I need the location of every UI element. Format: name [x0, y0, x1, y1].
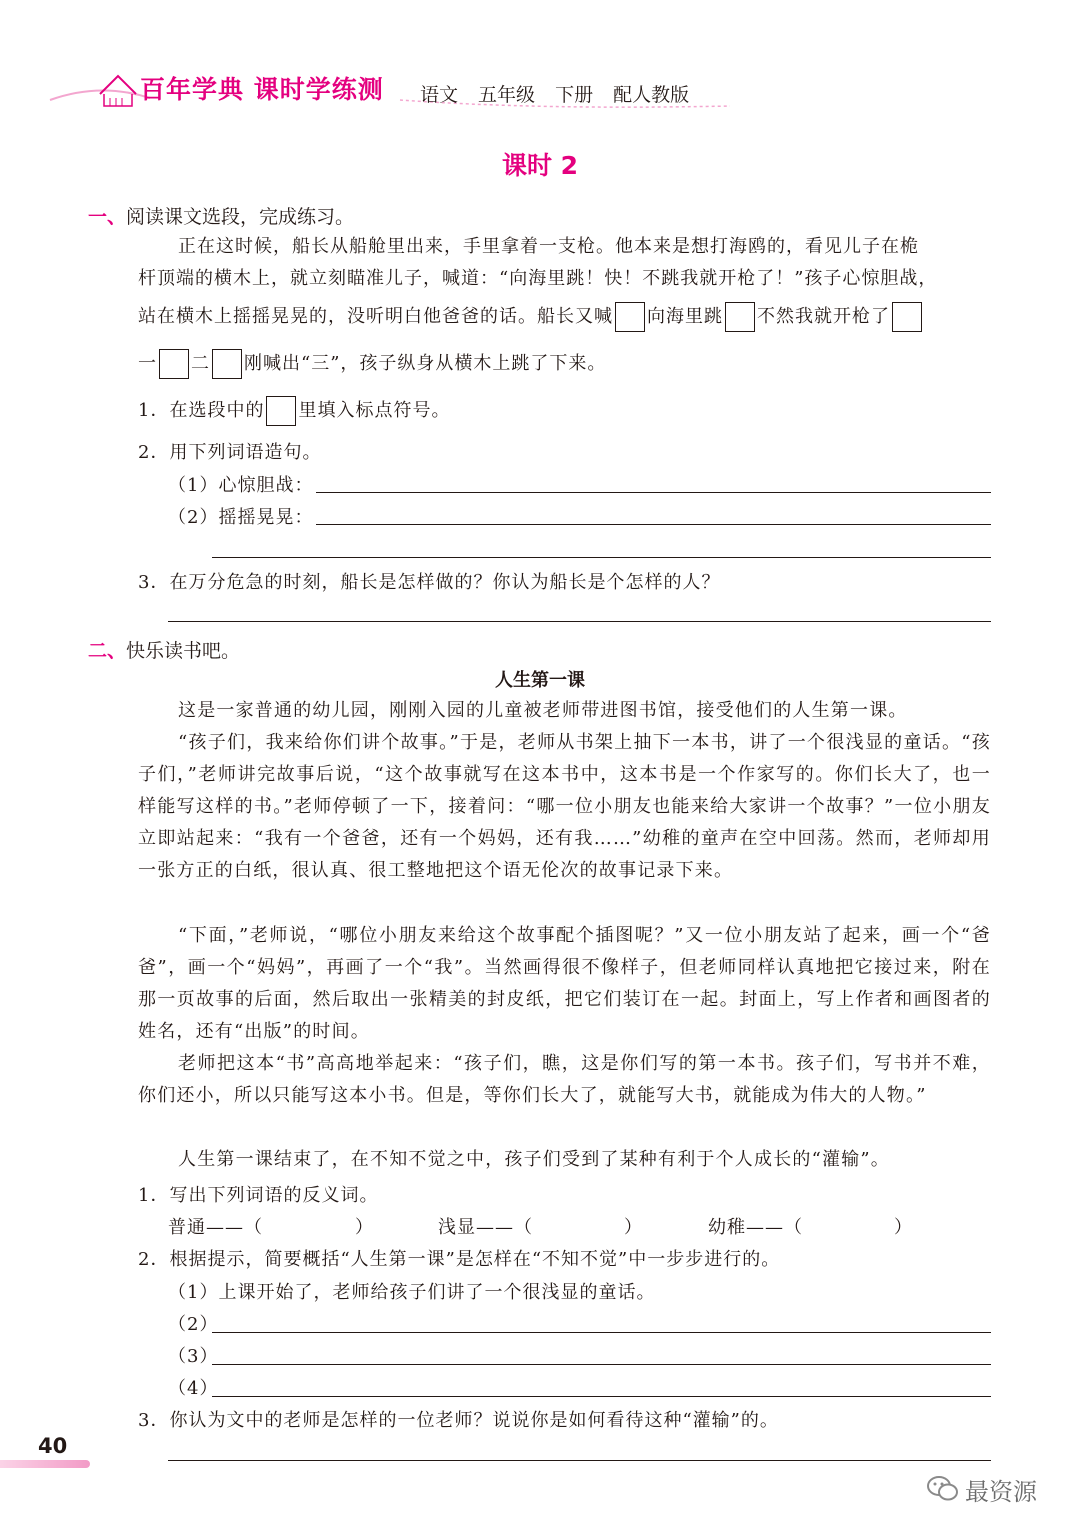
s1-line4-text-a: 一 [138, 353, 157, 374]
wechat-icon [926, 1474, 960, 1504]
s1-line3-text-a: 站在横木上摇摇晃晃的，没听明白他爸爸的话。船长又喊 [138, 306, 613, 327]
header-subtitle: 语文 五年级 下册 配人教版 [420, 84, 690, 106]
s2-q2-item1: （1）上课开始了，老师给孩子们讲了一个很浅显的童话。 [168, 1282, 656, 1303]
antonym-3-close: ） [894, 1217, 913, 1238]
s1-para-line4 [138, 349, 606, 379]
s1-q1-text-b: 里填入标点符号。 [298, 400, 451, 421]
antonym-1-close: ） [355, 1217, 374, 1238]
story-title: 人生第一课 [495, 670, 585, 691]
section2-title: 快乐读书吧。 [126, 640, 241, 662]
section1-number: 一、 [88, 206, 127, 228]
answer-line-q2-1[interactable] [316, 492, 991, 493]
s1-q1-text-a: 1．在选段中的 [138, 400, 265, 421]
section2-heading [88, 636, 240, 663]
s2-q2-item4-label: （4） [168, 1378, 219, 1399]
s1-line4-text-c: 刚喊出“三”，孩子纵身从横木上跳了下来。 [244, 353, 607, 374]
s2-q2-item3-label: （3） [168, 1346, 219, 1367]
answer-line-s2-q2-4[interactable] [212, 1396, 991, 1397]
punct-blank-1[interactable] [615, 302, 645, 332]
lesson-title: 课时 2 [501, 151, 579, 180]
s1-para-line2: 杆顶端的横木上，就立刻瞄准儿子，喊道：“向海里跳！快！不跳我就开枪了！”孩子心惊胆战， [138, 268, 938, 289]
page-number-bar [0, 1460, 90, 1468]
answer-line-s2-q3[interactable] [168, 1460, 991, 1461]
watermark-text: 最资源 [965, 1478, 1037, 1506]
section1-heading [88, 202, 354, 229]
s1-question-1 [138, 396, 450, 426]
answer-line-s2-q2-3[interactable] [212, 1364, 991, 1365]
antonym-2-label: 浅显——（ [438, 1217, 533, 1238]
story-para-2: “孩子们，我来给你们讲个故事。”于是，老师从书架上抽下一本书，讲了一个很浅显的童话。“孩子们，”老师讲完故事后说，“这个故事就写在这本书中，这本书是一个作家写的。你们长大了，也一样能写这样的书。”老师停顿了一下，接着问：“哪一位小朋友也能来给大家讲一个故事？”一位小朋友立即站起来：“我有一个爸爸，还有一个妈妈，还有我……”幼稚的童声在空中回荡。然而，老师却用一张方正的白纸，很认真、很工整地把这个语无伦次的故事记录下来。 [138, 732, 991, 881]
punct-blank-5[interactable] [212, 349, 242, 379]
punct-box-sample [266, 396, 296, 426]
s2-q2-item2-label: （2） [168, 1314, 219, 1335]
s1-line3-text-c: 不然我就开枪了 [757, 306, 890, 327]
antonym-2-close: ） [624, 1217, 643, 1238]
story-para-3: “下面，”老师说，“哪位小朋友来给这个故事配个插图呢？”又一位小朋友站了起来，画一个“爸爸”，画一个“妈妈”，再画了一个“我”。当然画得很不像样子，但老师同样认真地把它接过来，附在那一页故事的后面，然后取出一张精美的封皮纸，把它们装订在一起。封面上，写上作者和画图者的姓名，还有“出版”的时间。 [138, 925, 991, 1042]
s1-para-line3 [138, 302, 924, 332]
s2-question-3: 3．你认为文中的老师是怎样的一位老师？说说你是如何看待这种“灌输”的。 [138, 1410, 779, 1431]
story-para-5: 人生第一课结束了，在不知不觉之中，孩子们受到了某种有利于个人成长的“灌输”。 [178, 1149, 891, 1170]
punct-blank-2[interactable] [725, 302, 755, 332]
s1-line4-text-b: 二 [191, 353, 210, 374]
s1-q2-item2: （2）摇摇晃晃： [168, 507, 314, 528]
answer-line-s1-q3[interactable] [168, 621, 991, 622]
section1-title: 阅读课文选段，完成练习。 [126, 206, 355, 228]
punct-blank-4[interactable] [159, 349, 189, 379]
story-para-1: 这是一家普通的幼儿园，刚刚入园的儿童被老师带进图书馆，接受他们的人生第一课。 [178, 700, 908, 721]
section2-number: 二、 [88, 640, 127, 662]
s2-question-1: 1．写出下列词语的反义词。 [138, 1185, 379, 1206]
answer-line-s2-q2-2[interactable] [212, 1332, 991, 1333]
s2-question-2: 2．根据提示，简要概括“人生第一课”是怎样在“不知不觉”中一步步进行的。 [138, 1249, 781, 1270]
answer-line-q2-2a[interactable] [316, 524, 991, 525]
story-para-4: 老师把这本“书”高高地举起来：“孩子们，瞧，这是你们写的第一本书。孩子们，写书并不难，你们还小，所以只能写这本小书。但是，等你们长大了，就能写大书，就能成为伟大的人物。” [138, 1053, 991, 1106]
s1-question-3: 3．在万分危急的时刻，船长是怎样做的？你认为船长是个怎样的人？ [138, 572, 721, 593]
header-brand: 百年学典 课时学练测 [140, 75, 384, 104]
s1-line3-text-b: 向海里跳 [647, 306, 723, 327]
punct-blank-3[interactable] [892, 302, 922, 332]
antonym-3-label: 幼稚——（ [708, 1217, 803, 1238]
answer-line-q2-2b[interactable] [212, 557, 991, 558]
s1-question-2: 2．用下列词语造句。 [138, 442, 322, 463]
s1-q2-item1: （1）心惊胆战： [168, 475, 314, 496]
antonym-1-label: 普通——（ [168, 1217, 263, 1238]
page-number: 40 [38, 1434, 68, 1458]
s1-para-line1: 正在这时候，船长从船舱里出来，手里拿着一支枪。他本来是想打海鸥的，看见儿子在桅 [178, 236, 919, 257]
